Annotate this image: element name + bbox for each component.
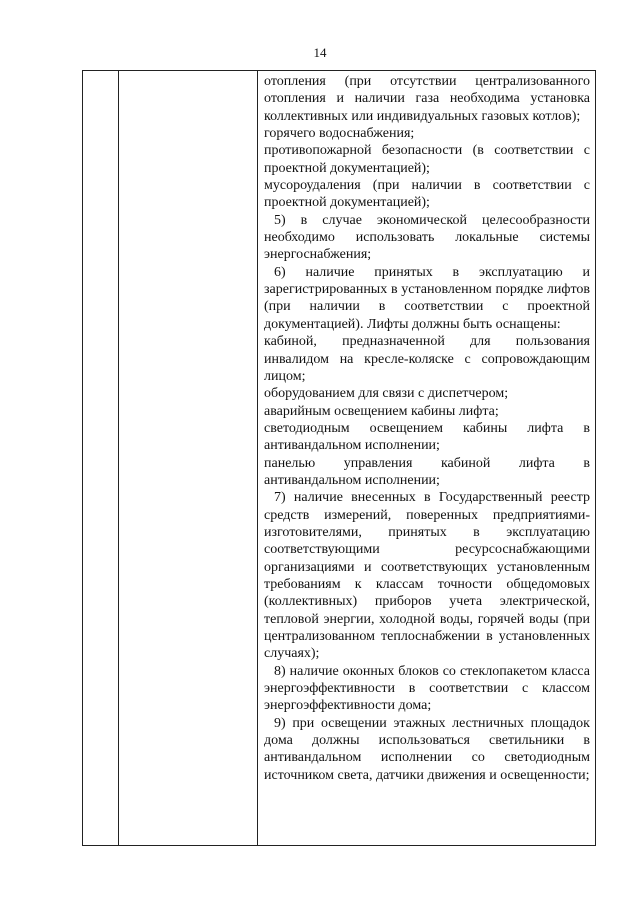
paragraph-lift-led-light: светодиодным освещением кабины лифта в антивандальном исполнении;	[264, 420, 590, 454]
paragraph-lift-cabin: кабиной, предназначенной для пользования инвалидом на кресле-коляске с сопровождающим лицом;	[264, 334, 590, 384]
column-divider	[118, 71, 119, 845]
requirements-text-cell	[264, 73, 590, 784]
paragraph-waste-disposal: мусороудаления (при наличии в соответствии с проектной документацией);	[264, 178, 590, 211]
paragraph-heating: отопления (при отсутствии централизованного отопления и наличии газа необходима установка коллективных или индивидуальных газовых котлов);	[264, 74, 590, 124]
paragraph-fire-safety: противопожарной безопасности (в соответствии с проектной документацией);	[264, 143, 590, 176]
paragraph-item-9: 9) при освещении этажных лестничных площадок дома должны использоваться светильники в антивандальном исполнении со светодиодным источником света, датчики движения и освещенности;	[264, 715, 590, 783]
paragraph-hot-water: горячего водоснабжения;	[264, 126, 415, 142]
paragraph-item-7: 7) наличие внесенных в Государственный реестр средств измерений, поверенных предприятиями-изготовителями, принятых в эксплуатацию соответствующими ресурсоснабжающими организациями и соответствующих установленным требованиям к классам точности общедомовых (коллективных) приборов учета электрической, тепловой энергии, холодной воды, горячей воды (при централизованном теплоснабжении в установленных случаях);	[264, 490, 590, 662]
paragraph-lift-emergency-light: аварийным освещением кабины лифта;	[264, 403, 499, 419]
paragraph-item-5: 5) в случае экономической целесообразности необходимо использовать локальные системы энергоснабжения;	[264, 212, 590, 263]
requirements-table	[82, 70, 596, 846]
paragraph-lift-dispatcher: оборудованием для связи с диспетчером;	[264, 386, 509, 402]
column-divider	[257, 71, 258, 845]
page-number: 14	[313, 45, 327, 60]
paragraph-item-6: 6) наличие принятых в эксплуатацию и зарегистрированных в установленном порядке лифтов (при наличии в соответствии с проектной документацией). Лифты должны быть оснащены:	[264, 264, 590, 332]
paragraph-item-8: 8) наличие оконных блоков со стеклопакетом класса энергоэффективности в соответствии с классом энергоэффективности дома;	[264, 663, 590, 714]
paragraph-lift-control-panel: панелью управления кабиной лифта в антивандальном исполнении;	[264, 455, 590, 488]
